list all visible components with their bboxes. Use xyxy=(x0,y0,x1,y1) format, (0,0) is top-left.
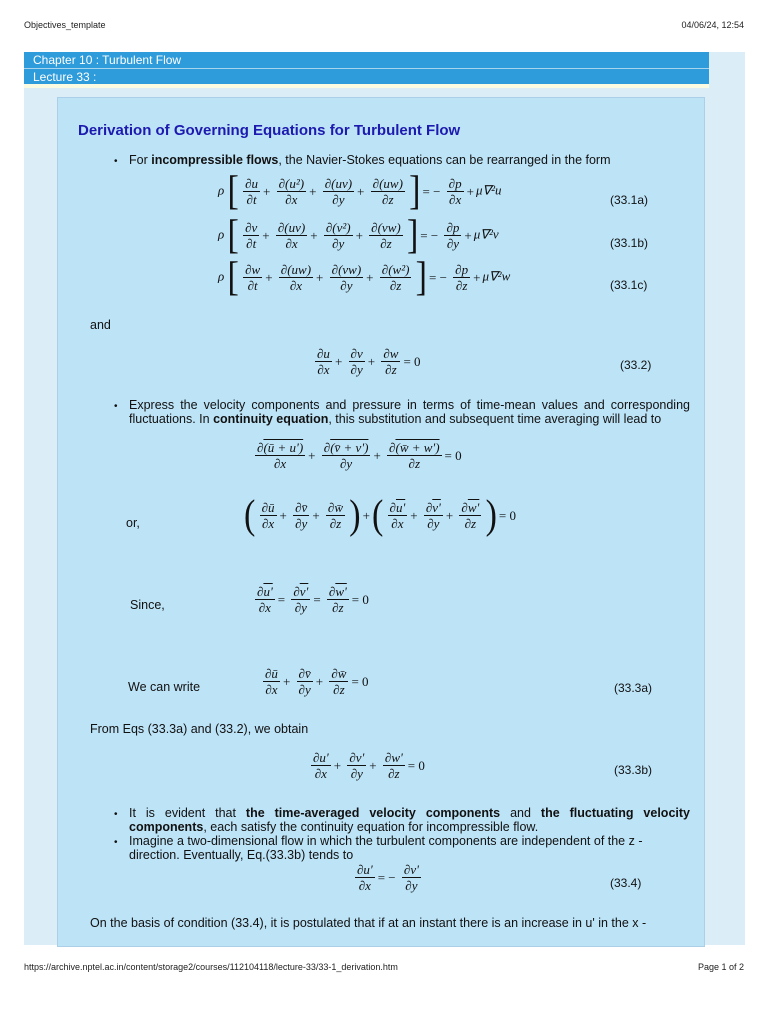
bullet-icon: • xyxy=(114,809,118,820)
text: It is evident that xyxy=(129,806,246,820)
bullet-icon: • xyxy=(114,401,118,412)
eq-number: (33.1a) xyxy=(610,193,649,207)
chapter-title: Chapter 10 : Turbulent Flow xyxy=(33,53,182,67)
bullet-express xyxy=(129,398,690,426)
or-text: or, xyxy=(126,516,140,530)
and-text: and xyxy=(90,318,111,332)
bold-text: the time-averaged velocity components xyxy=(245,806,501,820)
lecture-header xyxy=(24,68,709,84)
text: Express the velocity components and pressure in terms of time-mean values and corresponding fluctuations. In xyxy=(129,398,690,426)
page-url: https://archive.nptel.ac.in/content/storage2/courses/112104118/lecture-33/33-1_derivation.htm xyxy=(24,962,398,972)
equation-33-1a: ρ [ $\frac{\partial u}{\partial t}$ + $\frac{\text{∂(u²)}}{\partial x}$ + $\frac{\partial(uv)}{\partial y}$ + $\frac{\partial(uw)}{\partial z}$ ] = − $\frac{\partial p}{\partial x}$ + μ∇²u xyxy=(218,168,502,214)
equation-33-1b: ρ [ $\frac{\partial v}{\partial t}$ + $\frac{\partial(uv)}{\partial x}$ + $\frac{\text{∂(v²)}}{\partial y}$ + $\frac{\partial(vw)}{\partial z}$ ] = − $\frac{\partial p}{\partial y}$ + μ∇²v xyxy=(218,212,499,258)
equation-33-3a: $\frac{\partial ū}{\partial x}$ + $\frac{\partial v̄}{\partial y}$ + $\frac{\partial w̄}{\partial z}$ = 0 xyxy=(265,666,369,697)
eq-number: (33.4) xyxy=(610,876,642,890)
equation-split-continuity: ( $\frac{\partial ū}{\partial x}$ + $\frac{\partial v̄}{\partial y}$ + $\frac{\partial w̄}{\partial z}$ ) +( $\frac{\partial u'}{\partial x}$ + $\frac{\partial v'}{\partial y}$ + $\frac{\partial w'}{\partial z}$ ) = 0 xyxy=(244,492,516,538)
eq-number: (33.1b) xyxy=(610,236,649,250)
equation-33-4: $\frac{\partial u'}{\partial x}$ = − $\frac{\partial v'}{\partial y}$ xyxy=(357,862,419,893)
bold-text: continuity equation xyxy=(213,412,329,426)
bullet-imagine: Imagine a two-dimensional flow in which the turbulent components are independent of the z - direction. Eventually, Eq.(33.3b) tends to xyxy=(129,834,643,862)
text: , each satisfy the continuity equation for incompressible flow. xyxy=(203,820,539,834)
lecture-title: Lecture 33 : xyxy=(33,70,97,84)
eq-number: (33.3a) xyxy=(614,681,653,695)
eq-number: (33.2) xyxy=(620,358,652,372)
document-title: Objectives_template xyxy=(24,20,106,30)
equation-time-averaged-continuity: $\frac{\partial(ū + u')}{\partial x}$ + $\frac{\partial(v̄ + v')}{\partial y}$ + $\frac{\partial(w̄ + w')}{\partial z}$ = 0 xyxy=(257,440,462,471)
we-can-write-text: We can write xyxy=(128,680,201,694)
page-frame xyxy=(24,52,745,945)
eq-number: (33.3b) xyxy=(614,763,653,777)
text: , this substitution and subsequent time averaging will lead to xyxy=(328,412,662,426)
eq-number: (33.1c) xyxy=(610,278,648,292)
text: , the Navier-Stokes equations can be rearranged in the form xyxy=(278,153,611,167)
print-datetime: 04/06/24, 12:54 xyxy=(681,20,744,30)
bold-text: incompressible flows xyxy=(151,153,279,167)
equation-since: $\frac{\partial u'}{\partial x}$ = $\frac{\partial v'}{\partial y}$ = $\frac{\partial w'}{\partial z}$ = 0 xyxy=(257,584,369,615)
from-eqs-text: From Eqs (33.3a) and (33.2), we obtain xyxy=(90,722,309,736)
bullet-icon: • xyxy=(114,156,118,167)
page-number: Page 1 of 2 xyxy=(697,962,744,972)
print-footer xyxy=(24,962,744,972)
content-panel xyxy=(57,97,705,947)
since-text: Since, xyxy=(130,598,165,612)
bold-text: the fluctuating velocity components xyxy=(129,806,690,834)
bullet-icon: • xyxy=(114,837,118,848)
print-header xyxy=(24,20,744,30)
equation-33-3b: $\frac{\partial u'}{\partial x}$ + $\frac{\partial v'}{\partial y}$ + $\frac{\partial w'}{\partial z}$ = 0 xyxy=(313,750,425,781)
chapter-header xyxy=(24,52,709,68)
closing-paragraph: On the basis of condition (33.4), it is postulated that if at an instant there is an increase in u' in the x - xyxy=(90,916,647,930)
bullet-evident xyxy=(129,806,690,834)
bullet-incompressible xyxy=(129,153,669,167)
text: and xyxy=(500,806,541,820)
equation-33-2: $\frac{\partial u}{\partial x}$ + $\frac{\partial v}{\partial y}$ + $\frac{\partial w}{\partial z}$ = 0 xyxy=(317,346,421,377)
header-divider xyxy=(24,84,709,88)
equation-33-1c: ρ [ $\frac{\partial w}{\partial t}$ + $\frac{\partial(uw)}{\partial x}$ + $\frac{\partial(vw)}{\partial y}$ + $\frac{\text{∂(w²)}}{\partial z}$ ] = − $\frac{\partial p}{\partial z}$ + μ∇²w xyxy=(218,254,511,300)
text: For xyxy=(129,153,152,167)
section-title: Derivation of Governing Equations for Turbulent Flow xyxy=(78,122,461,139)
